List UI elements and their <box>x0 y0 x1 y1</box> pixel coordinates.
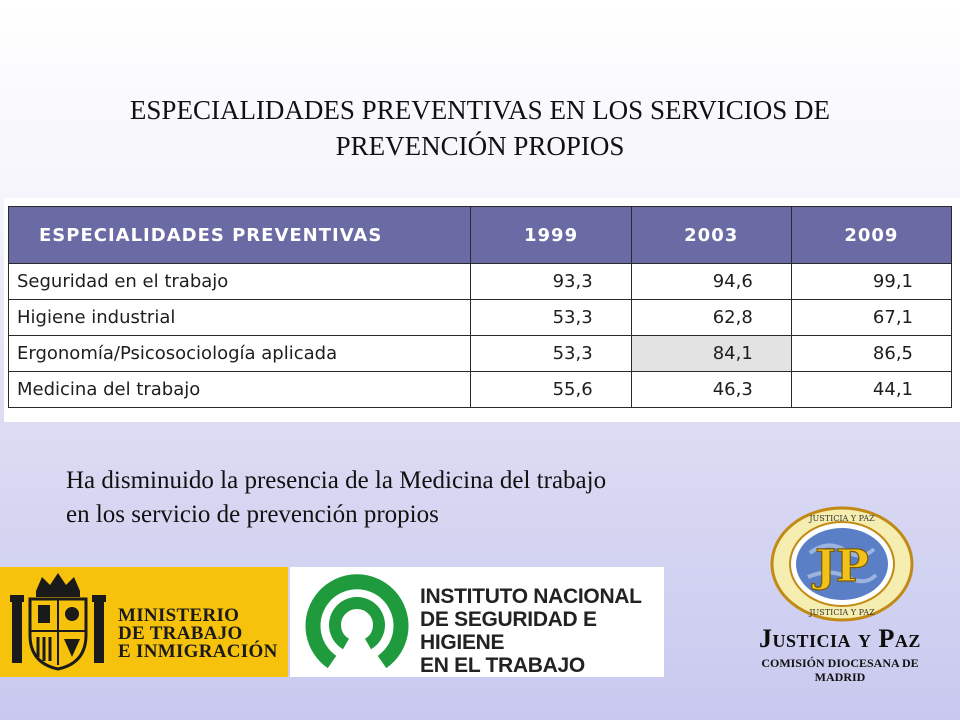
insht-name <box>420 585 664 677</box>
slide-note-line2: en los servicio de prevención propios <box>66 501 439 528</box>
svg-text:JUSTICIA Y PAZ: JUSTICIA Y PAZ <box>809 514 875 523</box>
row-label: Higiene industrial <box>9 300 471 336</box>
row-label: Seguridad en el trabajo <box>9 264 471 300</box>
cell-1999: 53,3 <box>471 336 631 372</box>
slide-title-line1: ESPECIALIDADES PREVENTIVAS EN LOS SERVICIOS DE <box>129 95 831 125</box>
svg-text:JP: JP <box>815 541 869 592</box>
coat-of-arms-icon <box>6 573 110 673</box>
slide-note-line1: Ha disminuido la presencia de la Medicina del trabajo <box>66 467 607 494</box>
table-row <box>9 300 952 336</box>
insht-logo <box>290 567 664 677</box>
cell-1999: 53,3 <box>471 300 631 336</box>
header-2003: 2003 <box>631 207 791 264</box>
cell-2003-highlighted: 84,1 <box>631 336 791 372</box>
ministry-name <box>118 607 278 661</box>
table-header-row <box>9 207 952 264</box>
jp-seal-icon <box>770 505 914 623</box>
header-2009: 2009 <box>791 207 951 264</box>
slide-title <box>40 92 920 164</box>
svg-text:JUSTICIA Y PAZ: JUSTICIA Y PAZ <box>809 608 875 617</box>
row-label: Ergonomía/Psicosociología aplicada <box>9 336 471 372</box>
cell-2009: 67,1 <box>791 300 951 336</box>
cell-2009: 44,1 <box>791 372 951 408</box>
cell-2003: 94,6 <box>631 264 791 300</box>
table-row <box>9 372 952 408</box>
table-row <box>9 264 952 300</box>
cell-1999: 93,3 <box>471 264 631 300</box>
cell-2003: 46,3 <box>631 372 791 408</box>
header-specialties: ESPECIALIDADES PREVENTIVAS <box>9 207 471 264</box>
insht-ring-icon <box>304 570 410 674</box>
ministry-line1: MINISTERIO <box>118 605 240 626</box>
ministry-line3: E INMIGRACIÓN <box>118 641 278 662</box>
jp-sub-line1: COMISIÓN DIOCESANA DE <box>761 656 919 670</box>
cell-2003: 62,8 <box>631 300 791 336</box>
ministry-line2: DE TRABAJO <box>118 623 243 644</box>
row-label: Medicina del trabajo <box>9 372 471 408</box>
slide-note <box>66 464 786 532</box>
table-row <box>9 336 952 372</box>
insht-line1: INSTITUTO NACIONAL <box>420 585 642 608</box>
cell-2009: 99,1 <box>791 264 951 300</box>
jp-name: Justicia y Paz <box>759 624 921 653</box>
table-panel <box>4 198 960 422</box>
cell-2009: 86,5 <box>791 336 951 372</box>
jp-sub-line2: MADRID <box>814 670 866 684</box>
slide-title-line2: PREVENCIÓN PROPIOS <box>335 131 625 161</box>
header-1999: 1999 <box>471 207 631 264</box>
jp-subtitle <box>740 656 940 684</box>
specialties-table <box>8 206 952 408</box>
insht-line3: EN EL TRABAJO <box>420 654 585 677</box>
ministry-logo <box>0 567 288 677</box>
cell-1999: 55,6 <box>471 372 631 408</box>
insht-line2: DE SEGURIDAD E HIGIENE <box>420 608 597 654</box>
